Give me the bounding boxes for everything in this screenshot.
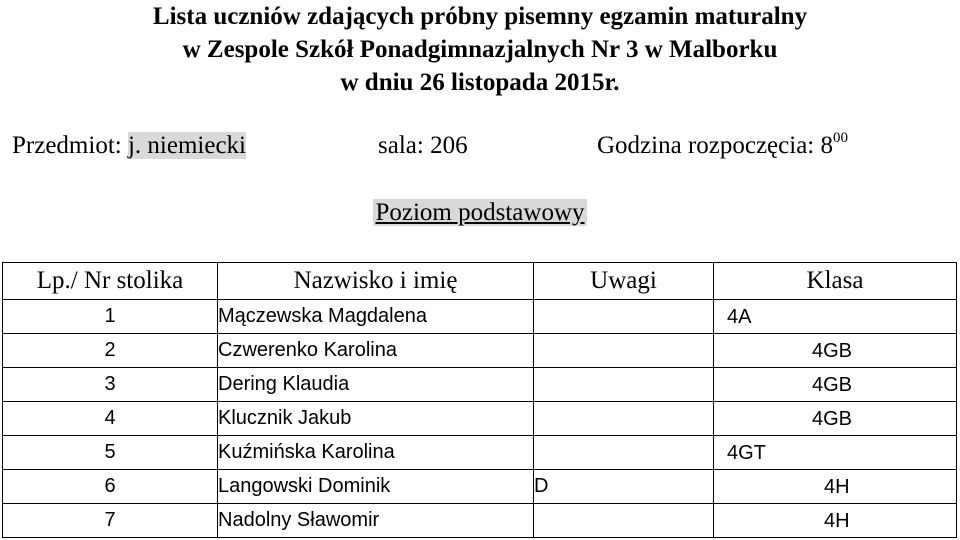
table-row: [3, 334, 957, 368]
document-title: [0, 0, 960, 99]
table-header-row: [3, 263, 957, 300]
table-row: [3, 436, 957, 470]
cell-note: [534, 300, 714, 334]
cell-note: [534, 436, 714, 470]
cell-class: [714, 436, 957, 470]
subject-label: Przedmiot:: [12, 132, 128, 159]
table-row: [3, 300, 957, 334]
cell-name: Nadolny Sławomir: [218, 504, 534, 538]
cell-name: Dering Klaudia: [218, 368, 534, 402]
cell-note: [534, 504, 714, 538]
cell-lp: 6: [3, 470, 218, 504]
exam-info-row: [0, 128, 960, 164]
cell-name: Mączewska Magdalena: [218, 300, 534, 334]
title-line-1: Lista uczniów zdających próbny pisemny egzamin maturalny: [152, 3, 808, 30]
cell-class: [714, 334, 957, 368]
cell-lp: 2: [3, 334, 218, 368]
start-time-info: [597, 128, 848, 167]
cell-lp: 7: [3, 504, 218, 538]
cell-note: [534, 402, 714, 436]
start-time-label: Godzina rozpoczęcia: 8: [597, 132, 833, 159]
cell-class: [714, 402, 957, 436]
class-value: 4GB: [812, 340, 853, 362]
cell-lp: 1: [3, 300, 218, 334]
exam-level: [0, 196, 960, 230]
subject-value: j. niemiecki: [127, 132, 246, 159]
class-value: 4GT: [727, 442, 766, 464]
exam-level-label: Poziom podstawowy: [375, 199, 585, 226]
cell-note: D: [534, 470, 714, 504]
cell-class: [714, 300, 957, 334]
table-row: [3, 368, 957, 402]
table-row: [3, 402, 957, 436]
class-value: 4H: [824, 476, 850, 498]
table-row: [3, 470, 957, 504]
cell-lp: 3: [3, 368, 218, 402]
class-value: 4GB: [812, 374, 853, 396]
class-value: 4A: [727, 306, 752, 328]
cell-name: Kuźmińska Karolina: [218, 436, 534, 470]
cell-lp: 4: [3, 402, 218, 436]
class-value: 4H: [824, 510, 850, 532]
class-value: 4GB: [812, 408, 853, 430]
room-info: sala: 206: [378, 132, 468, 159]
cell-class: [714, 368, 957, 402]
header-name: Nazwisko i imię: [218, 263, 534, 300]
table-row: [3, 504, 957, 538]
header-note: Uwagi: [534, 263, 714, 300]
cell-name: Klucznik Jakub: [218, 402, 534, 436]
student-table: [2, 262, 957, 538]
subject-info: [12, 128, 246, 164]
cell-note: [534, 368, 714, 402]
header-lp: Lp./ Nr stolika: [3, 263, 218, 300]
cell-class: [714, 504, 957, 538]
cell-name: Czwerenko Karolina: [218, 334, 534, 368]
cell-class: [714, 470, 957, 504]
cell-lp: 5: [3, 436, 218, 470]
start-time-minutes: 00: [833, 130, 848, 146]
cell-note: [534, 334, 714, 368]
cell-name: Langowski Dominik: [218, 470, 534, 504]
header-class: Klasa: [714, 263, 957, 300]
title-line-2: w Zespole Szkół Ponadgimnazjalnych Nr 3 w Malborku: [182, 36, 778, 63]
title-line-3: w dniu 26 listopada 2015r.: [340, 69, 620, 96]
